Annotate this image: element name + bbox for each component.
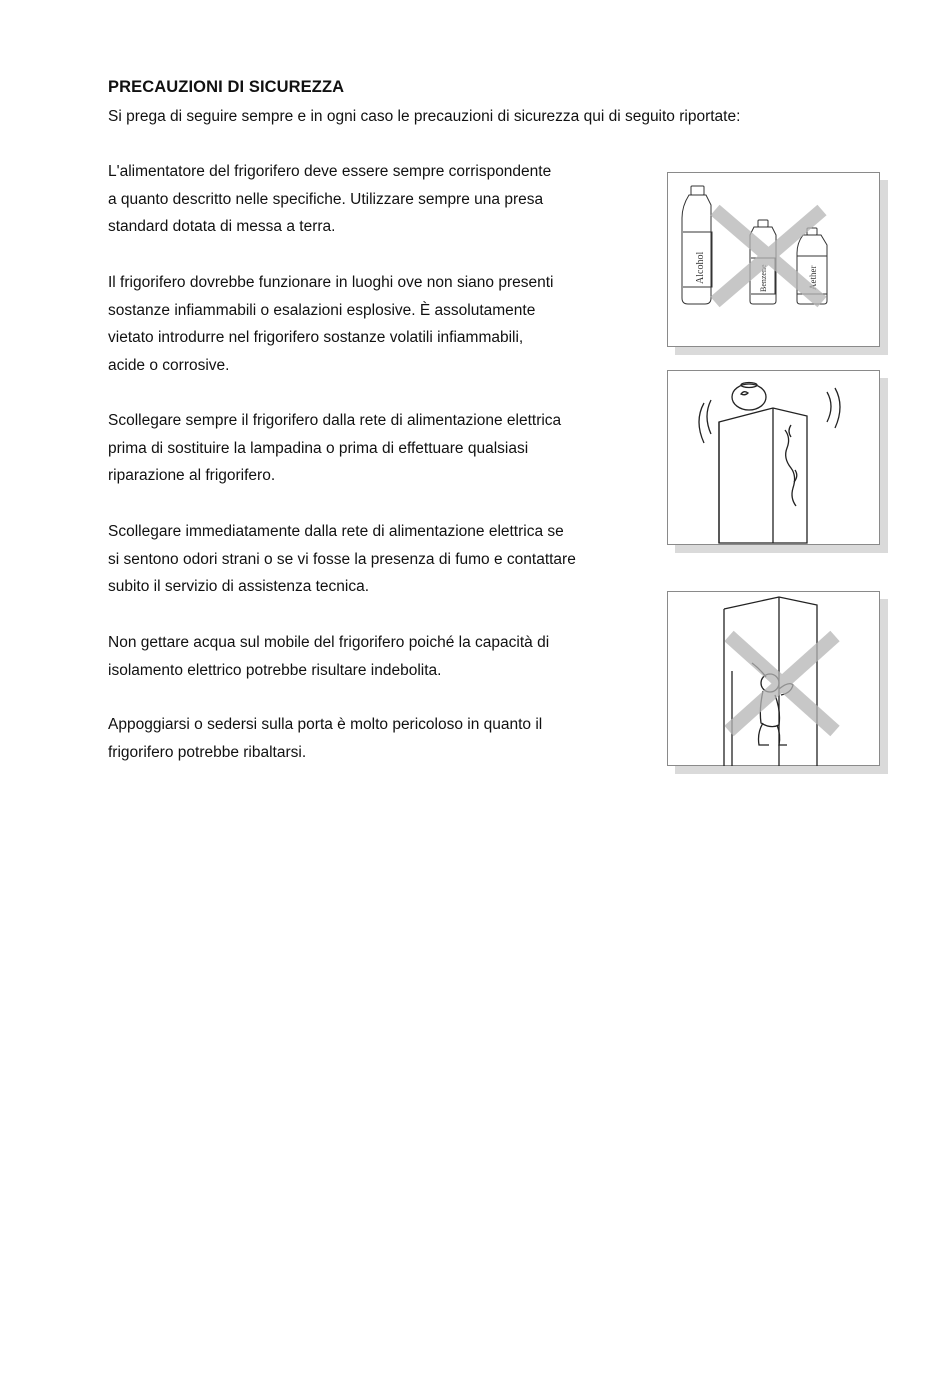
intro-text: Si prega di seguire sempre e in ogni caso le precauzioni di sicurezza qui di seguito riportate: bbox=[108, 108, 741, 125]
figure-fishbowl-on-fridge bbox=[667, 370, 880, 545]
paragraph-door-leaning: Appoggiarsi o sedersi sulla porta è molto pericoloso in quanto il frigorifero potrebbe ribaltarsi. bbox=[108, 716, 543, 761]
leaning-on-door-illustration bbox=[667, 591, 880, 766]
flammable-bottles-illustration bbox=[667, 172, 880, 347]
figure-leaning-on-door bbox=[667, 591, 880, 766]
figure-flammable-bottles bbox=[667, 172, 880, 347]
page-title: PRECAUZIONI DI SICUREZZA bbox=[108, 78, 345, 96]
bottle-label-alcohol: Alcohol bbox=[695, 251, 706, 284]
fishbowl-fridge-illustration bbox=[667, 370, 880, 545]
prohibited-cross-icon bbox=[729, 636, 835, 731]
bottle-label-aether: Aether bbox=[808, 265, 818, 290]
bottle-label-benzene: Benzene bbox=[759, 264, 768, 292]
paragraph-flammable-substances: Il frigorifero dovrebbe funzionare in luoghi ove non siano presenti sostanze infiammabili o esalazioni esplosive. È assolutamente vietato introdurre nel frigorifero sostanze volatili infiammabili, acide o corrosive. bbox=[108, 274, 554, 374]
paragraph-strange-odors: Scollegare immediatamente dalla rete di alimentazione elettrica se si sentono odori strani o se vi fosse la presenza di fumo e contattare subito il servizio di assistenza tecnica. bbox=[108, 523, 576, 596]
paragraph-no-water: Non gettare acqua sul mobile del frigorifero poiché la capacità di isolamento elettrico potrebbe risultare indebolita. bbox=[108, 634, 550, 679]
paragraph-power-supply: L'alimentatore del frigorifero deve essere sempre corrispondente a quanto descritto nelle specifiche. Utilizzare sempre una presa standard dotata di messa a terra. bbox=[108, 163, 552, 236]
paragraph-unplug-before-repair: Scollegare sempre il frigorifero dalla rete di alimentazione elettrica prima di sostituire la lampadina o prima di effettuare qualsiasi riparazione al frigorifero. bbox=[108, 412, 562, 485]
